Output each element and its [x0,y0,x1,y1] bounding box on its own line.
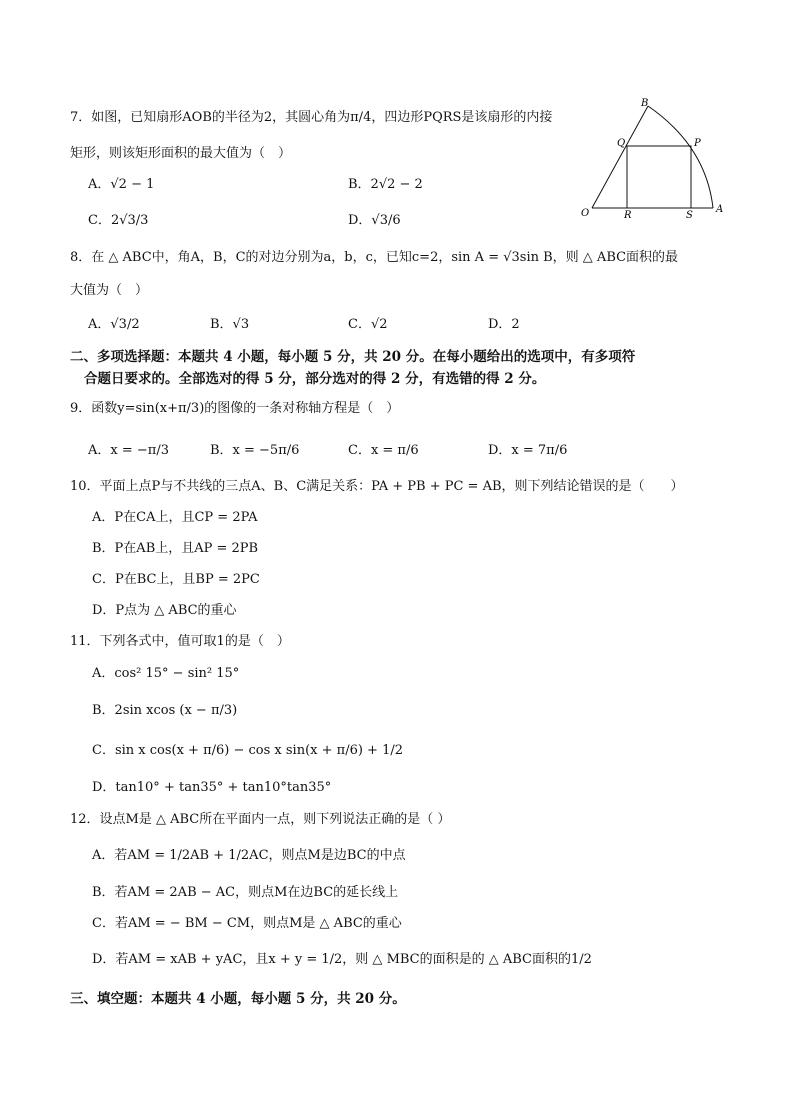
section2-heading-line1: 二、多项选择题：本题共 4 小题，每小题 5 分，共 20 分。在每小题给出的选项中，有多项符 [70,349,636,365]
rectangle-PQRS [627,146,691,208]
label-Q: Q [617,138,626,149]
q12-option-a[interactable]: A．若AM = 1/2AB + 1/2AC，则点M是边BC的中点 [92,848,406,863]
q12-stem: 12．设点M是 △ ABC所在平面内一点，则下列说法正确的是（ ） [70,812,451,827]
q9-stem: 9．函数y=sin(x+π/3)的图像的一条对称轴方程是（ ） [70,401,400,416]
label-O: O [581,208,590,219]
q10-option-d[interactable]: D．P点为 △ ABC的重心 [92,603,237,618]
q9-option-c[interactable]: C．x = π/6 [348,443,419,458]
sector-figure [578,96,738,226]
q8-option-c[interactable]: C．√2 [348,317,388,332]
q7-stem-line2: 矩形，则该矩形面积的最大值为（ ） [70,146,292,161]
q11-option-a[interactable]: A．cos² 15° − sin² 15° [92,666,240,681]
q8-option-b[interactable]: B．√3 [210,317,250,332]
label-S: S [686,210,693,221]
section2-heading-line2: 合题日要求的。全部选对的得 5 分，部分选对的得 2 分，有选错的得 2 分。 [84,371,546,387]
q12-option-d[interactable]: D．若AM = xAB + yAC，且x + y = 1/2，则 △ MBC的面积是的 △ ABC面积的1/2 [92,952,592,967]
q12-option-b[interactable]: B．若AM = 2AB − AC，则点M在边BC的延长线上 [92,885,399,900]
q10-option-b[interactable]: B．P在AB上，且AP = 2PB [92,541,259,556]
q7-option-d[interactable]: D．√3/6 [348,213,401,228]
q9-option-b[interactable]: B．x = −5π/6 [210,443,300,458]
q7-option-a[interactable]: A．√2 − 1 [88,177,155,192]
q12-option-c[interactable]: C．若AM = − BM − CM，则点M是 △ ABC的重心 [92,916,402,931]
q7-option-c[interactable]: C．2√3/3 [88,213,149,228]
label-B: B [641,98,649,109]
q10-stem: 10．平面上点P与不共线的三点A、B、C满足关系：PA + PB + PC = AB，则下列结论错误的是（ ） [70,479,684,494]
label-A: A [716,204,724,215]
arc-AB [648,106,713,208]
q7-option-b[interactable]: B．2√2 − 2 [348,177,423,192]
q11-option-d[interactable]: D．tan10° + tan35° + tan10°tan35° [92,780,332,795]
q10-option-a[interactable]: A．P在CA上，且CP = 2PA [92,510,258,525]
q11-stem: 11．下列各式中，值可取1的是（ ） [70,634,290,649]
label-P: P [694,138,701,149]
q8-stem-line1: 8．在 △ ABC中，角A，B，C的对边分别为a，b，c，已知c=2，sin A = √3sin B，则 △ ABC面积的最 [70,250,679,265]
q11-option-c[interactable]: C．sin x cos(x + π/6) − cos x sin(x + π/6) + 1/2 [92,743,403,758]
q8-option-a[interactable]: A．√3/2 [88,317,140,332]
label-R: R [624,210,632,221]
q9-option-d[interactable]: D．x = 7π/6 [488,443,568,458]
q10-option-c[interactable]: C．P在BC上，且BP = 2PC [92,572,260,587]
q8-option-d[interactable]: D．2 [488,317,520,332]
q8-stem-line2: 大值为（ ） [70,283,149,298]
q11-option-b[interactable]: B．2sin xcos (x − π/3) [92,703,238,718]
segment-OB [592,106,648,208]
q9-option-a[interactable]: A．x = −π/3 [88,443,169,458]
q7-stem-line1: 7．如图，已知扇形AOB的半径为2，其圆心角为π/4，四边形PQRS是该扇形的内接 [70,110,553,125]
section3-heading: 三、填空题：本题共 4 小题，每小题 5 分，共 20 分。 [70,991,406,1007]
